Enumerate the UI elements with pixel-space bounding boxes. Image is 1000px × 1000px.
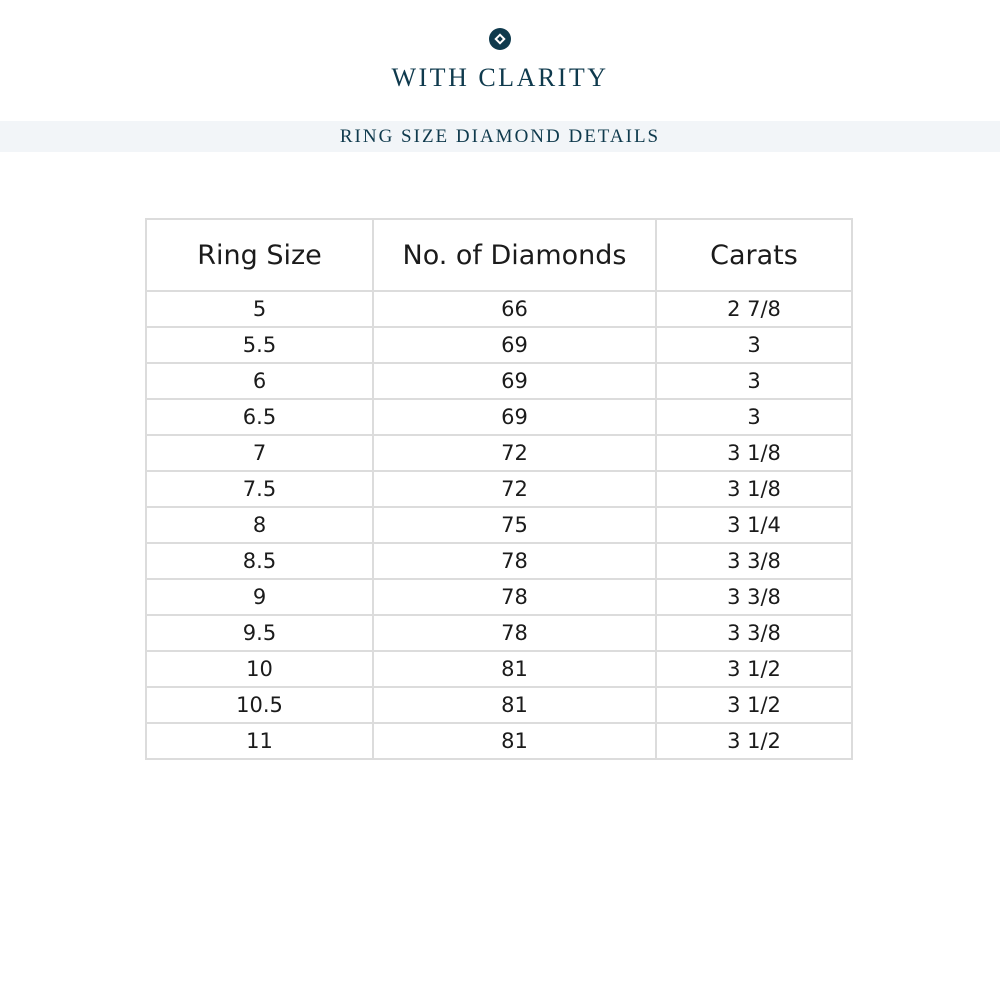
header-carats: Carats <box>656 219 852 291</box>
table-row <box>146 615 852 651</box>
cell-diamond-count: 69 <box>373 327 656 363</box>
ring-size-table <box>145 218 853 760</box>
cell-diamond-count: 75 <box>373 507 656 543</box>
cell-carats: 3 3/8 <box>656 615 852 651</box>
table-row <box>146 507 852 543</box>
brand-name: WITH CLARITY <box>391 63 609 92</box>
cell-carats: 3 3/8 <box>656 579 852 615</box>
table-row <box>146 723 852 759</box>
cell-carats: 3 1/2 <box>656 723 852 759</box>
page-title: RING SIZE DIAMOND DETAILS <box>339 126 661 147</box>
cell-diamond-count: 78 <box>373 579 656 615</box>
title-banner <box>0 121 1000 152</box>
cell-diamond-count: 78 <box>373 615 656 651</box>
cell-carats: 3 <box>656 399 852 435</box>
table-row <box>146 435 852 471</box>
table-row <box>146 687 852 723</box>
cell-ring-size: 9.5 <box>146 615 373 651</box>
cell-diamond-count: 81 <box>373 651 656 687</box>
cell-ring-size: 5.5 <box>146 327 373 363</box>
table-row <box>146 579 852 615</box>
cell-ring-size: 8 <box>146 507 373 543</box>
table-row <box>146 651 852 687</box>
table-header-row <box>146 219 852 291</box>
cell-carats: 3 <box>656 327 852 363</box>
cell-ring-size: 9 <box>146 579 373 615</box>
header-no-of-diamonds: No. of Diamonds <box>373 219 656 291</box>
cell-ring-size: 5 <box>146 291 373 327</box>
cell-ring-size: 10.5 <box>146 687 373 723</box>
cell-ring-size: 7 <box>146 435 373 471</box>
cell-ring-size: 7.5 <box>146 471 373 507</box>
cell-diamond-count: 69 <box>373 399 656 435</box>
cell-carats: 3 1/8 <box>656 435 852 471</box>
cell-diamond-count: 72 <box>373 435 656 471</box>
cell-diamond-count: 69 <box>373 363 656 399</box>
cell-carats: 3 1/8 <box>656 471 852 507</box>
cell-carats: 3 1/4 <box>656 507 852 543</box>
cell-ring-size: 6.5 <box>146 399 373 435</box>
cell-ring-size: 11 <box>146 723 373 759</box>
cell-carats: 3 3/8 <box>656 543 852 579</box>
cell-diamond-count: 72 <box>373 471 656 507</box>
cell-carats: 2 7/8 <box>656 291 852 327</box>
table-row <box>146 327 852 363</box>
cell-diamond-count: 81 <box>373 687 656 723</box>
table-row <box>146 363 852 399</box>
table-row <box>146 543 852 579</box>
diamond-in-circle-icon <box>489 28 511 50</box>
cell-carats: 3 1/2 <box>656 651 852 687</box>
table-row <box>146 471 852 507</box>
cell-carats: 3 1/2 <box>656 687 852 723</box>
cell-carats: 3 <box>656 363 852 399</box>
table-row <box>146 399 852 435</box>
cell-ring-size: 10 <box>146 651 373 687</box>
header-ring-size: Ring Size <box>146 219 373 291</box>
cell-diamond-count: 81 <box>373 723 656 759</box>
cell-diamond-count: 66 <box>373 291 656 327</box>
cell-diamond-count: 78 <box>373 543 656 579</box>
cell-ring-size: 8.5 <box>146 543 373 579</box>
table-row <box>146 291 852 327</box>
cell-ring-size: 6 <box>146 363 373 399</box>
